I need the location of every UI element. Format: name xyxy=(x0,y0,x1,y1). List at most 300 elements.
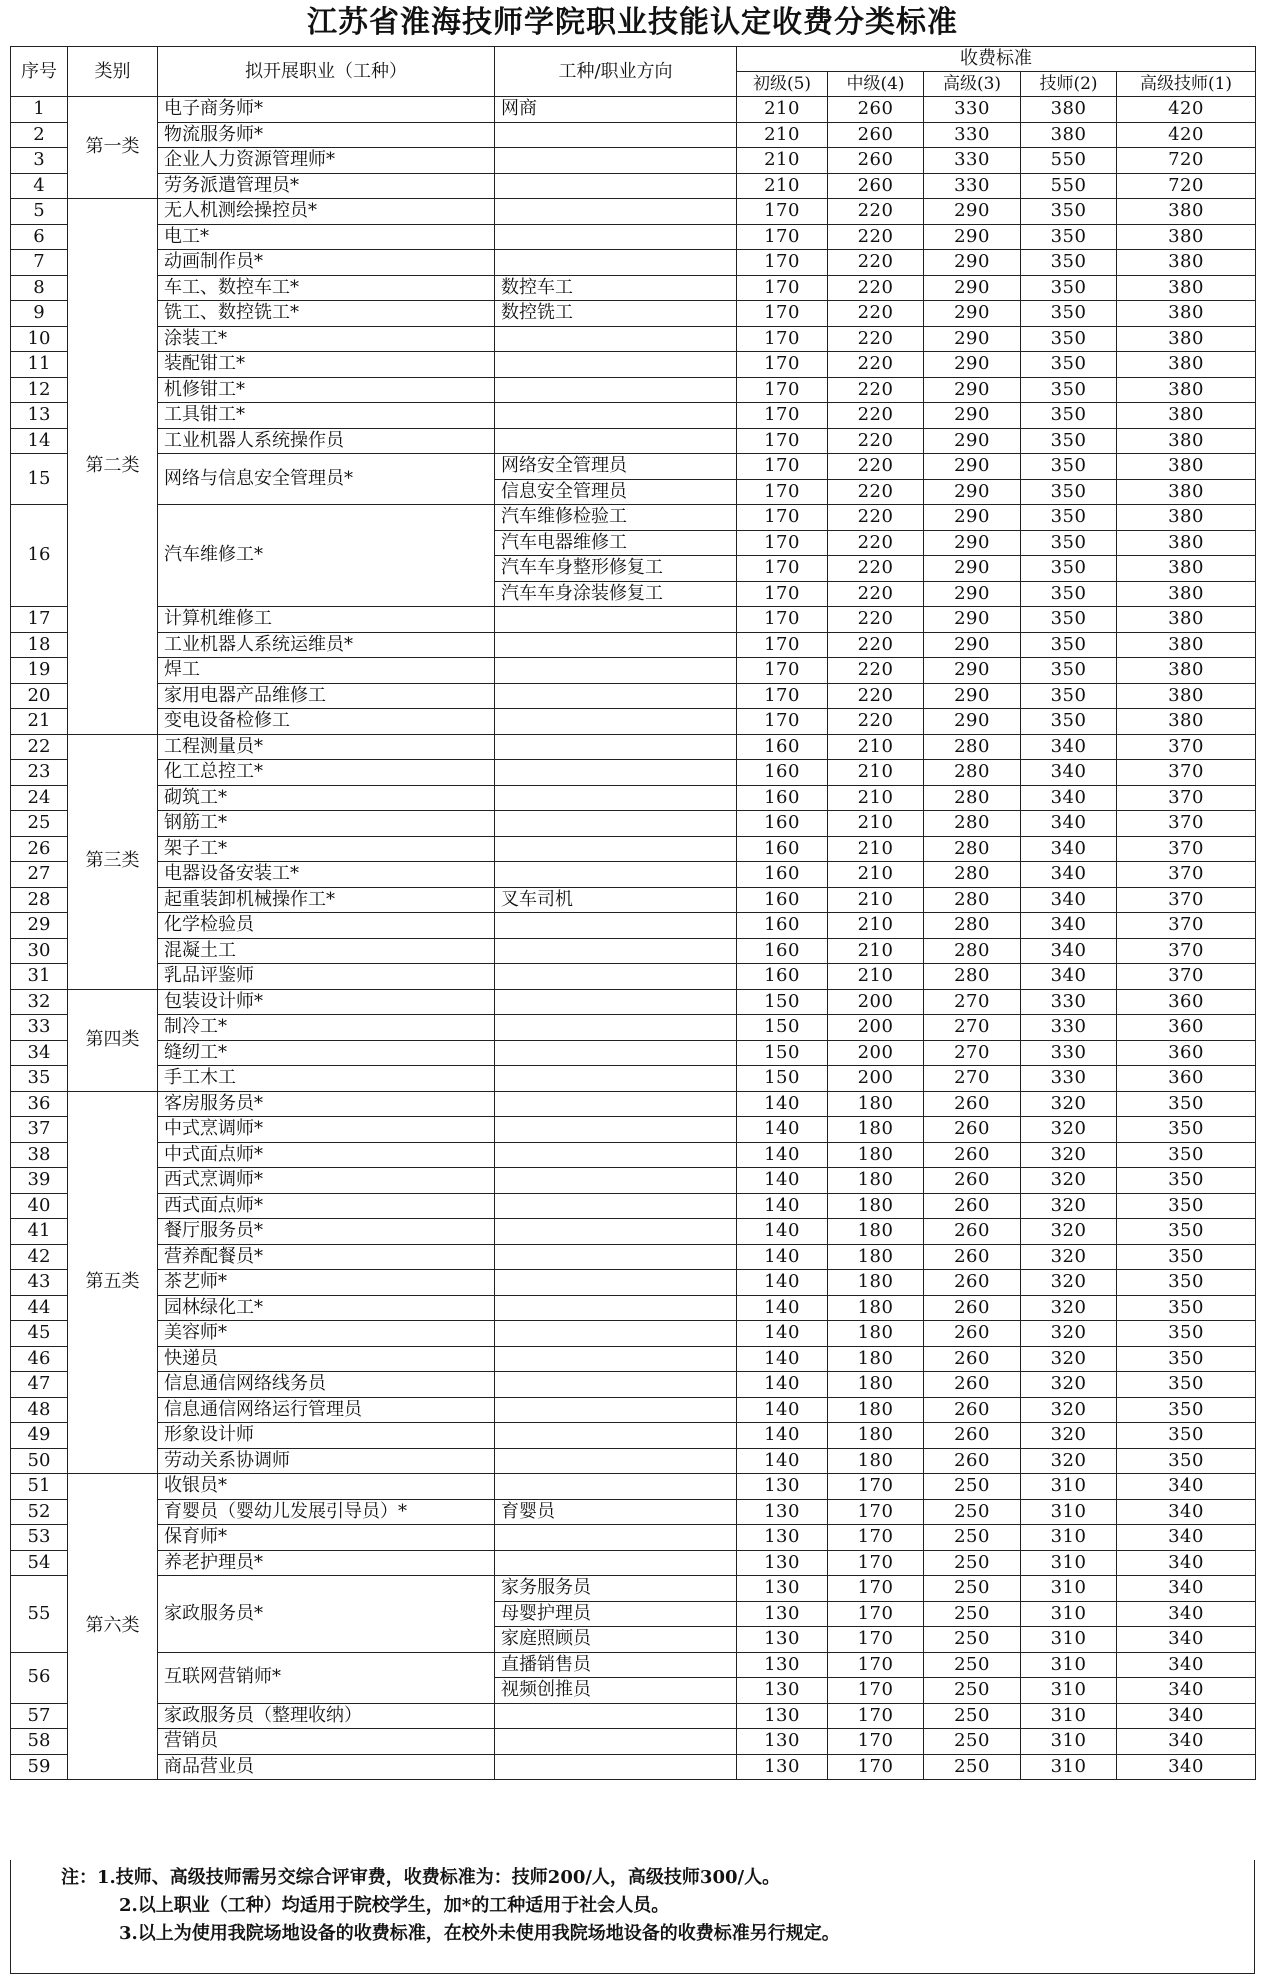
fee-cell: 170 xyxy=(828,1627,924,1653)
category-cell: 第三类 xyxy=(68,734,158,989)
direction-cell xyxy=(495,148,737,174)
fee-cell: 140 xyxy=(737,1372,828,1398)
fee-cell: 170 xyxy=(737,275,828,301)
table-row xyxy=(11,1448,1256,1474)
fee-cell: 250 xyxy=(924,1729,1021,1755)
fee-cell: 280 xyxy=(924,887,1021,913)
fee-cell: 250 xyxy=(924,1652,1021,1678)
fee-cell: 250 xyxy=(924,1703,1021,1729)
fee-cell: 350 xyxy=(1021,709,1117,735)
occupation-cell: 工程测量员* xyxy=(158,734,495,760)
fee-cell: 160 xyxy=(737,887,828,913)
fee-cell: 320 xyxy=(1021,1448,1117,1474)
fee-cell: 140 xyxy=(737,1295,828,1321)
fee-cell: 260 xyxy=(924,1193,1021,1219)
fee-cell: 170 xyxy=(737,581,828,607)
fee-cell: 200 xyxy=(828,989,924,1015)
fee-cell: 210 xyxy=(828,913,924,939)
table-row xyxy=(11,1142,1256,1168)
fee-cell: 140 xyxy=(737,1091,828,1117)
occupation-cell: 形象设计师 xyxy=(158,1423,495,1449)
note-3: 3.以上为使用我院场地设备的收费标准，在校外未使用我院场地设备的收费标准另行规定。 xyxy=(119,1923,840,1944)
occupation-cell: 营销员 xyxy=(158,1729,495,1755)
fee-cell: 170 xyxy=(737,505,828,531)
table-row xyxy=(11,505,1256,531)
fee-cell: 360 xyxy=(1117,989,1256,1015)
direction-cell xyxy=(495,938,737,964)
fee-cell: 180 xyxy=(828,1117,924,1143)
fee-cell: 350 xyxy=(1021,556,1117,582)
occupation-cell: 化学检验员 xyxy=(158,913,495,939)
fee-cell: 380 xyxy=(1117,479,1256,505)
occupation-cell: 涂装工* xyxy=(158,326,495,352)
seq-cell: 59 xyxy=(11,1754,68,1780)
occupation-cell: 装配钳工* xyxy=(158,352,495,378)
fee-cell: 340 xyxy=(1117,1601,1256,1627)
fee-cell: 280 xyxy=(924,938,1021,964)
seq-cell: 15 xyxy=(11,454,68,505)
direction-cell xyxy=(495,1270,737,1296)
header-category: 类别 xyxy=(68,47,158,97)
fee-cell: 310 xyxy=(1021,1652,1117,1678)
fee-cell: 350 xyxy=(1117,1372,1256,1398)
fee-cell: 320 xyxy=(1021,1372,1117,1398)
fee-cell: 350 xyxy=(1021,658,1117,684)
fee-cell: 330 xyxy=(924,148,1021,174)
occupation-cell: 家用电器产品维修工 xyxy=(158,683,495,709)
occupation-cell: 化工总控工* xyxy=(158,760,495,786)
fee-cell: 380 xyxy=(1117,658,1256,684)
fee-cell: 140 xyxy=(737,1423,828,1449)
fee-cell: 290 xyxy=(924,428,1021,454)
table-row xyxy=(11,760,1256,786)
fee-cell: 200 xyxy=(828,1015,924,1041)
fee-cell: 370 xyxy=(1117,785,1256,811)
fee-cell: 220 xyxy=(828,326,924,352)
fee-cell: 350 xyxy=(1021,199,1117,225)
seq-cell: 54 xyxy=(11,1550,68,1576)
fee-cell: 210 xyxy=(828,964,924,990)
fee-cell: 290 xyxy=(924,403,1021,429)
seq-cell: 23 xyxy=(11,760,68,786)
seq-cell: 19 xyxy=(11,658,68,684)
table-row xyxy=(11,887,1256,913)
seq-cell: 24 xyxy=(11,785,68,811)
fee-cell: 350 xyxy=(1117,1397,1256,1423)
fee-cell: 720 xyxy=(1117,148,1256,174)
direction-cell: 汽车车身整形修复工 xyxy=(495,556,737,582)
fee-cell: 290 xyxy=(924,632,1021,658)
fee-cell: 350 xyxy=(1117,1091,1256,1117)
fee-cell: 180 xyxy=(828,1193,924,1219)
table-row xyxy=(11,1066,1256,1092)
table-row xyxy=(11,250,1256,276)
table-row xyxy=(11,1550,1256,1576)
table-row xyxy=(11,1193,1256,1219)
category-cell: 第五类 xyxy=(68,1091,158,1474)
fee-cell: 140 xyxy=(737,1321,828,1347)
fee-cell: 340 xyxy=(1021,938,1117,964)
fee-cell: 160 xyxy=(737,811,828,837)
seq-cell: 32 xyxy=(11,989,68,1015)
fee-cell: 130 xyxy=(737,1627,828,1653)
table-row xyxy=(11,836,1256,862)
table-row xyxy=(11,301,1256,327)
fee-cell: 170 xyxy=(737,301,828,327)
direction-cell xyxy=(495,1703,737,1729)
fee-cell: 290 xyxy=(924,683,1021,709)
direction-cell: 家务服务员 xyxy=(495,1576,737,1602)
fee-cell: 320 xyxy=(1021,1295,1117,1321)
fee-cell: 180 xyxy=(828,1244,924,1270)
table-row xyxy=(11,1219,1256,1245)
header-level-primary: 初级(5) xyxy=(737,72,828,97)
fee-cell: 350 xyxy=(1021,479,1117,505)
fee-cell: 380 xyxy=(1117,352,1256,378)
fee-cell: 280 xyxy=(924,785,1021,811)
table-row xyxy=(11,454,1256,480)
direction-cell xyxy=(495,1321,737,1347)
fee-cell: 210 xyxy=(828,836,924,862)
table-row xyxy=(11,1346,1256,1372)
fee-cell: 260 xyxy=(924,1423,1021,1449)
fee-cell: 370 xyxy=(1117,734,1256,760)
fee-cell: 290 xyxy=(924,607,1021,633)
fee-cell: 310 xyxy=(1021,1550,1117,1576)
fee-cell: 250 xyxy=(924,1576,1021,1602)
fee-cell: 310 xyxy=(1021,1729,1117,1755)
fee-cell: 290 xyxy=(924,505,1021,531)
occupation-cell: 家政服务员（整理收纳） xyxy=(158,1703,495,1729)
seq-cell: 27 xyxy=(11,862,68,888)
seq-cell: 46 xyxy=(11,1346,68,1372)
seq-cell: 13 xyxy=(11,403,68,429)
fee-cell: 340 xyxy=(1117,1576,1256,1602)
seq-cell: 7 xyxy=(11,250,68,276)
table-row xyxy=(11,148,1256,174)
fee-cell: 360 xyxy=(1117,1040,1256,1066)
header-fee: 收费标准 xyxy=(737,47,1256,72)
fee-cell: 270 xyxy=(924,989,1021,1015)
fee-cell: 380 xyxy=(1117,505,1256,531)
seq-cell: 6 xyxy=(11,224,68,250)
fee-cell: 250 xyxy=(924,1754,1021,1780)
direction-cell xyxy=(495,1372,737,1398)
direction-cell xyxy=(495,632,737,658)
fee-cell: 250 xyxy=(924,1550,1021,1576)
occupation-cell: 工具钳工* xyxy=(158,403,495,429)
fee-cell: 170 xyxy=(828,1703,924,1729)
fee-cell: 350 xyxy=(1021,530,1117,556)
table-row xyxy=(11,1040,1256,1066)
fee-cell: 380 xyxy=(1117,377,1256,403)
direction-cell xyxy=(495,1729,737,1755)
fee-cell: 310 xyxy=(1021,1678,1117,1704)
table-row xyxy=(11,785,1256,811)
fee-cell: 140 xyxy=(737,1397,828,1423)
direction-cell xyxy=(495,403,737,429)
fee-cell: 260 xyxy=(828,97,924,123)
direction-cell xyxy=(495,1040,737,1066)
occupation-cell: 保育师* xyxy=(158,1525,495,1551)
fee-cell: 320 xyxy=(1021,1219,1117,1245)
fee-cell: 340 xyxy=(1117,1525,1256,1551)
direction-cell xyxy=(495,1295,737,1321)
fee-cell: 160 xyxy=(737,734,828,760)
fee-cell: 220 xyxy=(828,505,924,531)
fee-cell: 170 xyxy=(737,607,828,633)
seq-cell: 22 xyxy=(11,734,68,760)
table-row xyxy=(11,989,1256,1015)
fee-cell: 260 xyxy=(924,1321,1021,1347)
category-cell: 第四类 xyxy=(68,989,158,1091)
direction-cell: 叉车司机 xyxy=(495,887,737,913)
fee-cell: 350 xyxy=(1021,301,1117,327)
seq-cell: 49 xyxy=(11,1423,68,1449)
direction-cell: 数控车工 xyxy=(495,275,737,301)
fee-cell: 370 xyxy=(1117,811,1256,837)
direction-cell xyxy=(495,1397,737,1423)
fee-cell: 220 xyxy=(828,632,924,658)
seq-cell: 14 xyxy=(11,428,68,454)
occupation-cell: 信息通信网络线务员 xyxy=(158,1372,495,1398)
direction-cell: 汽车电器维修工 xyxy=(495,530,737,556)
header-level-technician: 技师(2) xyxy=(1021,72,1117,97)
fee-cell: 350 xyxy=(1021,505,1117,531)
category-cell: 第六类 xyxy=(68,1474,158,1780)
fee-cell: 350 xyxy=(1117,1448,1256,1474)
fee-cell: 310 xyxy=(1021,1601,1117,1627)
fee-cell: 380 xyxy=(1117,428,1256,454)
seq-cell: 18 xyxy=(11,632,68,658)
table-row xyxy=(11,1244,1256,1270)
fee-cell: 170 xyxy=(737,377,828,403)
fee-cell: 200 xyxy=(828,1066,924,1092)
occupation-cell: 美容师* xyxy=(158,1321,495,1347)
fee-cell: 290 xyxy=(924,224,1021,250)
fee-cell: 340 xyxy=(1021,760,1117,786)
fee-cell: 340 xyxy=(1117,1754,1256,1780)
occupation-cell: 动画制作员* xyxy=(158,250,495,276)
occupation-cell: 工业机器人系统操作员 xyxy=(158,428,495,454)
fee-table xyxy=(10,46,1256,1780)
direction-cell xyxy=(495,760,737,786)
table-row xyxy=(11,224,1256,250)
seq-cell: 5 xyxy=(11,199,68,225)
fee-cell: 170 xyxy=(828,1601,924,1627)
fee-cell: 260 xyxy=(828,148,924,174)
fee-cell: 210 xyxy=(828,811,924,837)
fee-cell: 260 xyxy=(924,1117,1021,1143)
seq-cell: 56 xyxy=(11,1652,68,1703)
fee-cell: 290 xyxy=(924,530,1021,556)
table-row xyxy=(11,1525,1256,1551)
fee-cell: 350 xyxy=(1021,326,1117,352)
category-cell: 第二类 xyxy=(68,199,158,735)
fee-cell: 330 xyxy=(1021,1040,1117,1066)
fee-cell: 180 xyxy=(828,1397,924,1423)
direction-cell xyxy=(495,658,737,684)
seq-cell: 38 xyxy=(11,1142,68,1168)
fee-cell: 210 xyxy=(828,887,924,913)
header-seq: 序号 xyxy=(11,47,68,97)
direction-cell xyxy=(495,1525,737,1551)
seq-cell: 2 xyxy=(11,122,68,148)
fee-cell: 320 xyxy=(1021,1244,1117,1270)
fee-cell: 170 xyxy=(737,224,828,250)
fee-cell: 350 xyxy=(1117,1219,1256,1245)
table-row xyxy=(11,734,1256,760)
seq-cell: 12 xyxy=(11,377,68,403)
seq-cell: 10 xyxy=(11,326,68,352)
fee-cell: 220 xyxy=(828,658,924,684)
fee-cell: 320 xyxy=(1021,1270,1117,1296)
fee-cell: 280 xyxy=(924,734,1021,760)
occupation-cell: 客房服务员* xyxy=(158,1091,495,1117)
fee-cell: 380 xyxy=(1021,97,1117,123)
fee-cell: 140 xyxy=(737,1219,828,1245)
direction-cell xyxy=(495,122,737,148)
fee-cell: 220 xyxy=(828,224,924,250)
fee-cell: 130 xyxy=(737,1525,828,1551)
fee-cell: 350 xyxy=(1021,454,1117,480)
seq-cell: 44 xyxy=(11,1295,68,1321)
note-1: 注：1.技师、高级技师需另交综合评审费，收费标准为：技师200/人，高级技师300/人。 xyxy=(61,1867,781,1888)
fee-cell: 350 xyxy=(1117,1244,1256,1270)
table-row xyxy=(11,1729,1256,1755)
fee-cell: 170 xyxy=(828,1754,924,1780)
occupation-cell: 手工木工 xyxy=(158,1066,495,1092)
direction-cell xyxy=(495,1091,737,1117)
seq-cell: 58 xyxy=(11,1729,68,1755)
fee-cell: 170 xyxy=(737,479,828,505)
fee-cell: 350 xyxy=(1021,581,1117,607)
table-row xyxy=(11,1499,1256,1525)
fee-cell: 210 xyxy=(737,173,828,199)
fee-cell: 350 xyxy=(1021,224,1117,250)
fee-cell: 320 xyxy=(1021,1397,1117,1423)
table-row xyxy=(11,938,1256,964)
fee-cell: 340 xyxy=(1021,964,1117,990)
seq-cell: 35 xyxy=(11,1066,68,1092)
fee-cell: 330 xyxy=(1021,1015,1117,1041)
fee-cell: 340 xyxy=(1021,734,1117,760)
table-row xyxy=(11,173,1256,199)
direction-cell: 网络安全管理员 xyxy=(495,454,737,480)
direction-cell xyxy=(495,1346,737,1372)
seq-cell: 43 xyxy=(11,1270,68,1296)
fee-cell: 140 xyxy=(737,1448,828,1474)
direction-cell xyxy=(495,224,737,250)
direction-cell xyxy=(495,1219,737,1245)
fee-cell: 350 xyxy=(1021,250,1117,276)
fee-cell: 150 xyxy=(737,1066,828,1092)
fee-cell: 280 xyxy=(924,964,1021,990)
direction-cell xyxy=(495,607,737,633)
fee-cell: 320 xyxy=(1021,1168,1117,1194)
fee-cell: 140 xyxy=(737,1117,828,1143)
fee-cell: 220 xyxy=(828,454,924,480)
header-level-intermediate: 中级(4) xyxy=(828,72,924,97)
occupation-cell: 网络与信息安全管理员* xyxy=(158,454,495,505)
seq-cell: 42 xyxy=(11,1244,68,1270)
fee-cell: 170 xyxy=(737,709,828,735)
direction-cell xyxy=(495,989,737,1015)
fee-cell: 130 xyxy=(737,1703,828,1729)
seq-cell: 34 xyxy=(11,1040,68,1066)
fee-cell: 170 xyxy=(737,556,828,582)
table-row xyxy=(11,122,1256,148)
fee-cell: 290 xyxy=(924,199,1021,225)
fee-cell: 290 xyxy=(924,275,1021,301)
seq-cell: 36 xyxy=(11,1091,68,1117)
table-row xyxy=(11,275,1256,301)
fee-cell: 220 xyxy=(828,581,924,607)
occupation-cell: 计算机维修工 xyxy=(158,607,495,633)
direction-cell xyxy=(495,1066,737,1092)
fee-cell: 370 xyxy=(1117,862,1256,888)
fee-cell: 320 xyxy=(1021,1346,1117,1372)
fee-cell: 140 xyxy=(737,1270,828,1296)
occupation-cell: 混凝土工 xyxy=(158,938,495,964)
fee-cell: 250 xyxy=(924,1525,1021,1551)
occupation-cell: 中式烹调师* xyxy=(158,1117,495,1143)
fee-cell: 340 xyxy=(1117,1678,1256,1704)
direction-cell xyxy=(495,709,737,735)
table-row xyxy=(11,1754,1256,1780)
fee-cell: 180 xyxy=(828,1168,924,1194)
seq-cell: 28 xyxy=(11,887,68,913)
table-row xyxy=(11,1091,1256,1117)
fee-cell: 220 xyxy=(828,250,924,276)
seq-cell: 16 xyxy=(11,505,68,607)
fee-cell: 180 xyxy=(828,1448,924,1474)
seq-cell: 52 xyxy=(11,1499,68,1525)
fee-cell: 270 xyxy=(924,1066,1021,1092)
fee-cell: 260 xyxy=(924,1142,1021,1168)
fee-cell: 180 xyxy=(828,1142,924,1168)
direction-cell xyxy=(495,836,737,862)
note-2: 2.以上职业（工种）均适用于院校学生，加*的工种适用于社会人员。 xyxy=(119,1895,670,1916)
fee-cell: 380 xyxy=(1117,632,1256,658)
fee-cell: 250 xyxy=(924,1678,1021,1704)
fee-cell: 290 xyxy=(924,658,1021,684)
fee-cell: 420 xyxy=(1117,97,1256,123)
table-row xyxy=(11,1652,1256,1678)
occupation-cell: 制冷工* xyxy=(158,1015,495,1041)
occupation-cell: 养老护理员* xyxy=(158,1550,495,1576)
fee-cell: 350 xyxy=(1021,632,1117,658)
fee-cell: 260 xyxy=(924,1346,1021,1372)
fee-cell: 220 xyxy=(828,683,924,709)
header-occupation: 拟开展职业（工种） xyxy=(158,47,495,97)
direction-cell xyxy=(495,326,737,352)
seq-cell: 21 xyxy=(11,709,68,735)
fee-cell: 210 xyxy=(828,785,924,811)
table-row xyxy=(11,811,1256,837)
fee-cell: 180 xyxy=(828,1423,924,1449)
occupation-cell: 企业人力资源管理师* xyxy=(158,148,495,174)
seq-cell: 31 xyxy=(11,964,68,990)
fee-cell: 360 xyxy=(1117,1066,1256,1092)
fee-cell: 260 xyxy=(924,1168,1021,1194)
fee-cell: 220 xyxy=(828,275,924,301)
fee-cell: 330 xyxy=(924,97,1021,123)
fee-cell: 340 xyxy=(1117,1652,1256,1678)
occupation-cell: 机修钳工* xyxy=(158,377,495,403)
fee-cell: 420 xyxy=(1117,122,1256,148)
occupation-cell: 钢筋工* xyxy=(158,811,495,837)
